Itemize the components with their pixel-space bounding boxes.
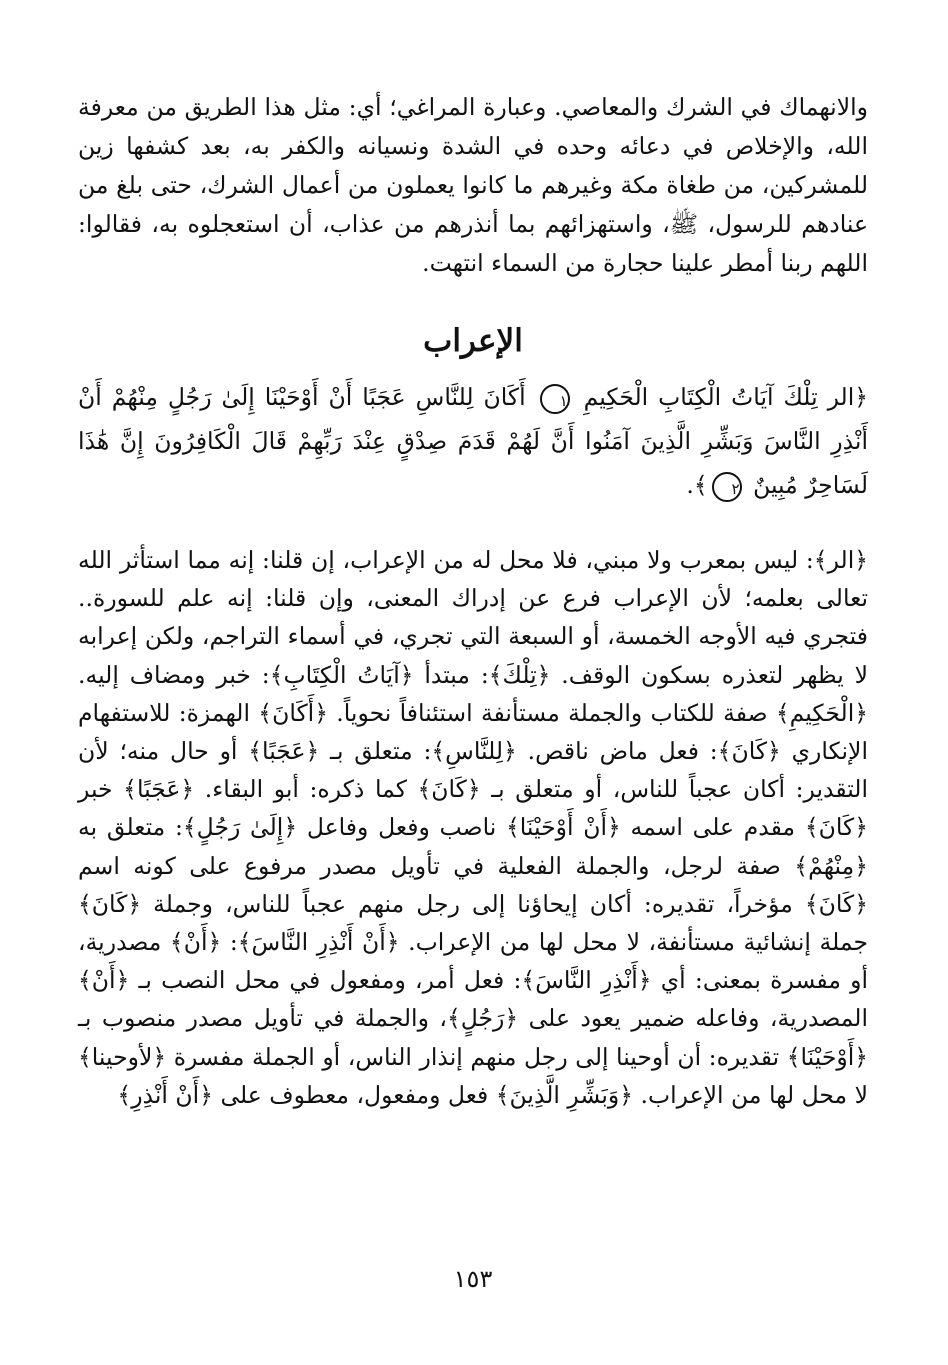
ayah-number-mark: ٢ (712, 472, 742, 502)
quran-verses (78, 375, 868, 507)
quran-verse-text: أَكَانَ لِلنَّاسِ عَجَبًا أَنْ أَوْحَيْنَا إِلَىٰ رَجُلٍ مِنْهُمْ أَنْ أَنْذِرِ النَّاسَ وَبَشِّرِ الَّذِينَ آمَنُوا أَنَّ لَهُمْ قَدَمَ صِدْقٍ عِنْدَ رَبِّهِمْ قَالَ الْكَافِرُونَ إِنَّ هَٰذَا لَسَاحِرٌ مُبِينٌ (78, 383, 868, 499)
ayah-number-mark: ١ (540, 384, 570, 414)
page-number: ١٥٣ (453, 1265, 493, 1293)
book-page (78, 84, 868, 1324)
quran-verse-text: ﴿الر تِلْكَ آيَاتُ الْكِتَابِ الْحَكِيمِ (583, 383, 868, 411)
quran-closing-bracket: ﴾. (686, 471, 708, 499)
grammar-analysis-paragraph: ﴿الر﴾: ليس بمعرب ولا مبني، فلا محل له من الإعراب، إن قلنا: إنه مما استأثر الله تعالى بعلمه؛ لأن الإعراب فرع عن إدراك المعنى، وإن قلنا: إنه علم للسورة.. فتجري فيه الأوجه الخمسة، أو السبعة التي تجري، في أسماء التراجم، ولكن إعرابه لا يظهر لتعذره بسكون الوقف. ﴿تِلْكَ﴾: مبتدأ ﴿آيَاتُ الْكِتَابِ﴾: خبر ومضاف إليه. ﴿الْحَكِيمِ﴾ صفة للكتاب والجملة مستأنفة استئنافاً نحوياً. ﴿أَكَانَ﴾ الهمزة: للاستفهام الإنكاري ﴿كَانَ﴾: فعل ماض ناقص. ﴿لِلنَّاسِ﴾: متعلق بـ ﴿عَجَبًا﴾ أو حال منه؛ لأن التقدير: أكان عجباً للناس، أو متعلق بـ ﴿كَانَ﴾ كما ذكره: أبو البقاء. ﴿عَجَبًا﴾ خبر ﴿كَانَ﴾ مقدم على اسمه ﴿أَنْ أَوْحَيْنَا﴾ ناصب وفعل وفاعل ﴿إِلَىٰ رَجُلٍ﴾: متعلق به ﴿مِنْهُمْ﴾ صفة لرجل، والجملة الفعلية في تأويل مصدر مرفوع على كونه اسم ﴿كَانَ﴾ مؤخراً، تقديره: أكان إيحاؤنا إلى رجل منهم عجباً للناس، وجملة ﴿كَانَ﴾ جملة إنشائية مستأنفة، لا محل لها من الإعراب. ﴿أَنْ أَنْذِرِ النَّاسَ﴾: ﴿أَنْ﴾ مصدرية، أو مفسرة بمعنى: أي ﴿أَنْذِرِ النَّاسَ﴾: فعل أمر، ومفعول في محل النصب بـ ﴿أَنْ﴾ المصدرية، وفاعله ضمير يعود على ﴿رَجُلٍ﴾، والجملة في تأويل مصدر منصوب بـ ﴿أَوْحَيْنَا﴾ تقديره: أن أوحينا إلى رجل منهم إنذار الناس، أو الجملة مفسرة ﴿لأوحينا﴾ لا محل لها من الإعراب. ﴿وَبَشِّرِ الَّذِينَ﴾ فعل ومفعول، معطوف على ﴿أَنْ أَنْذِرِ﴾ (78, 546, 868, 1109)
section-heading: الإعراب (423, 323, 523, 359)
intro-paragraph: والانهماك في الشرك والمعاصي. وعبارة المراغي؛ أي: مثل هذا الطريق من معرفة الله، والإخلاص في دعائه وحده في الشدة ونسيانه والكفر به، بعد كشفها زين للمشركين، من طغاة مكة وغيرهم ما كانوا يعملون من أعمال الشرك، حتى بلغ من عنادهم للرسول، ﷺ، واستهزائهم بما أنذرهم من عذاب، أن استعجلوه به، فقالوا: اللهم ربنا أمطر علينا حجارة من السماء انتهت. (78, 93, 868, 277)
